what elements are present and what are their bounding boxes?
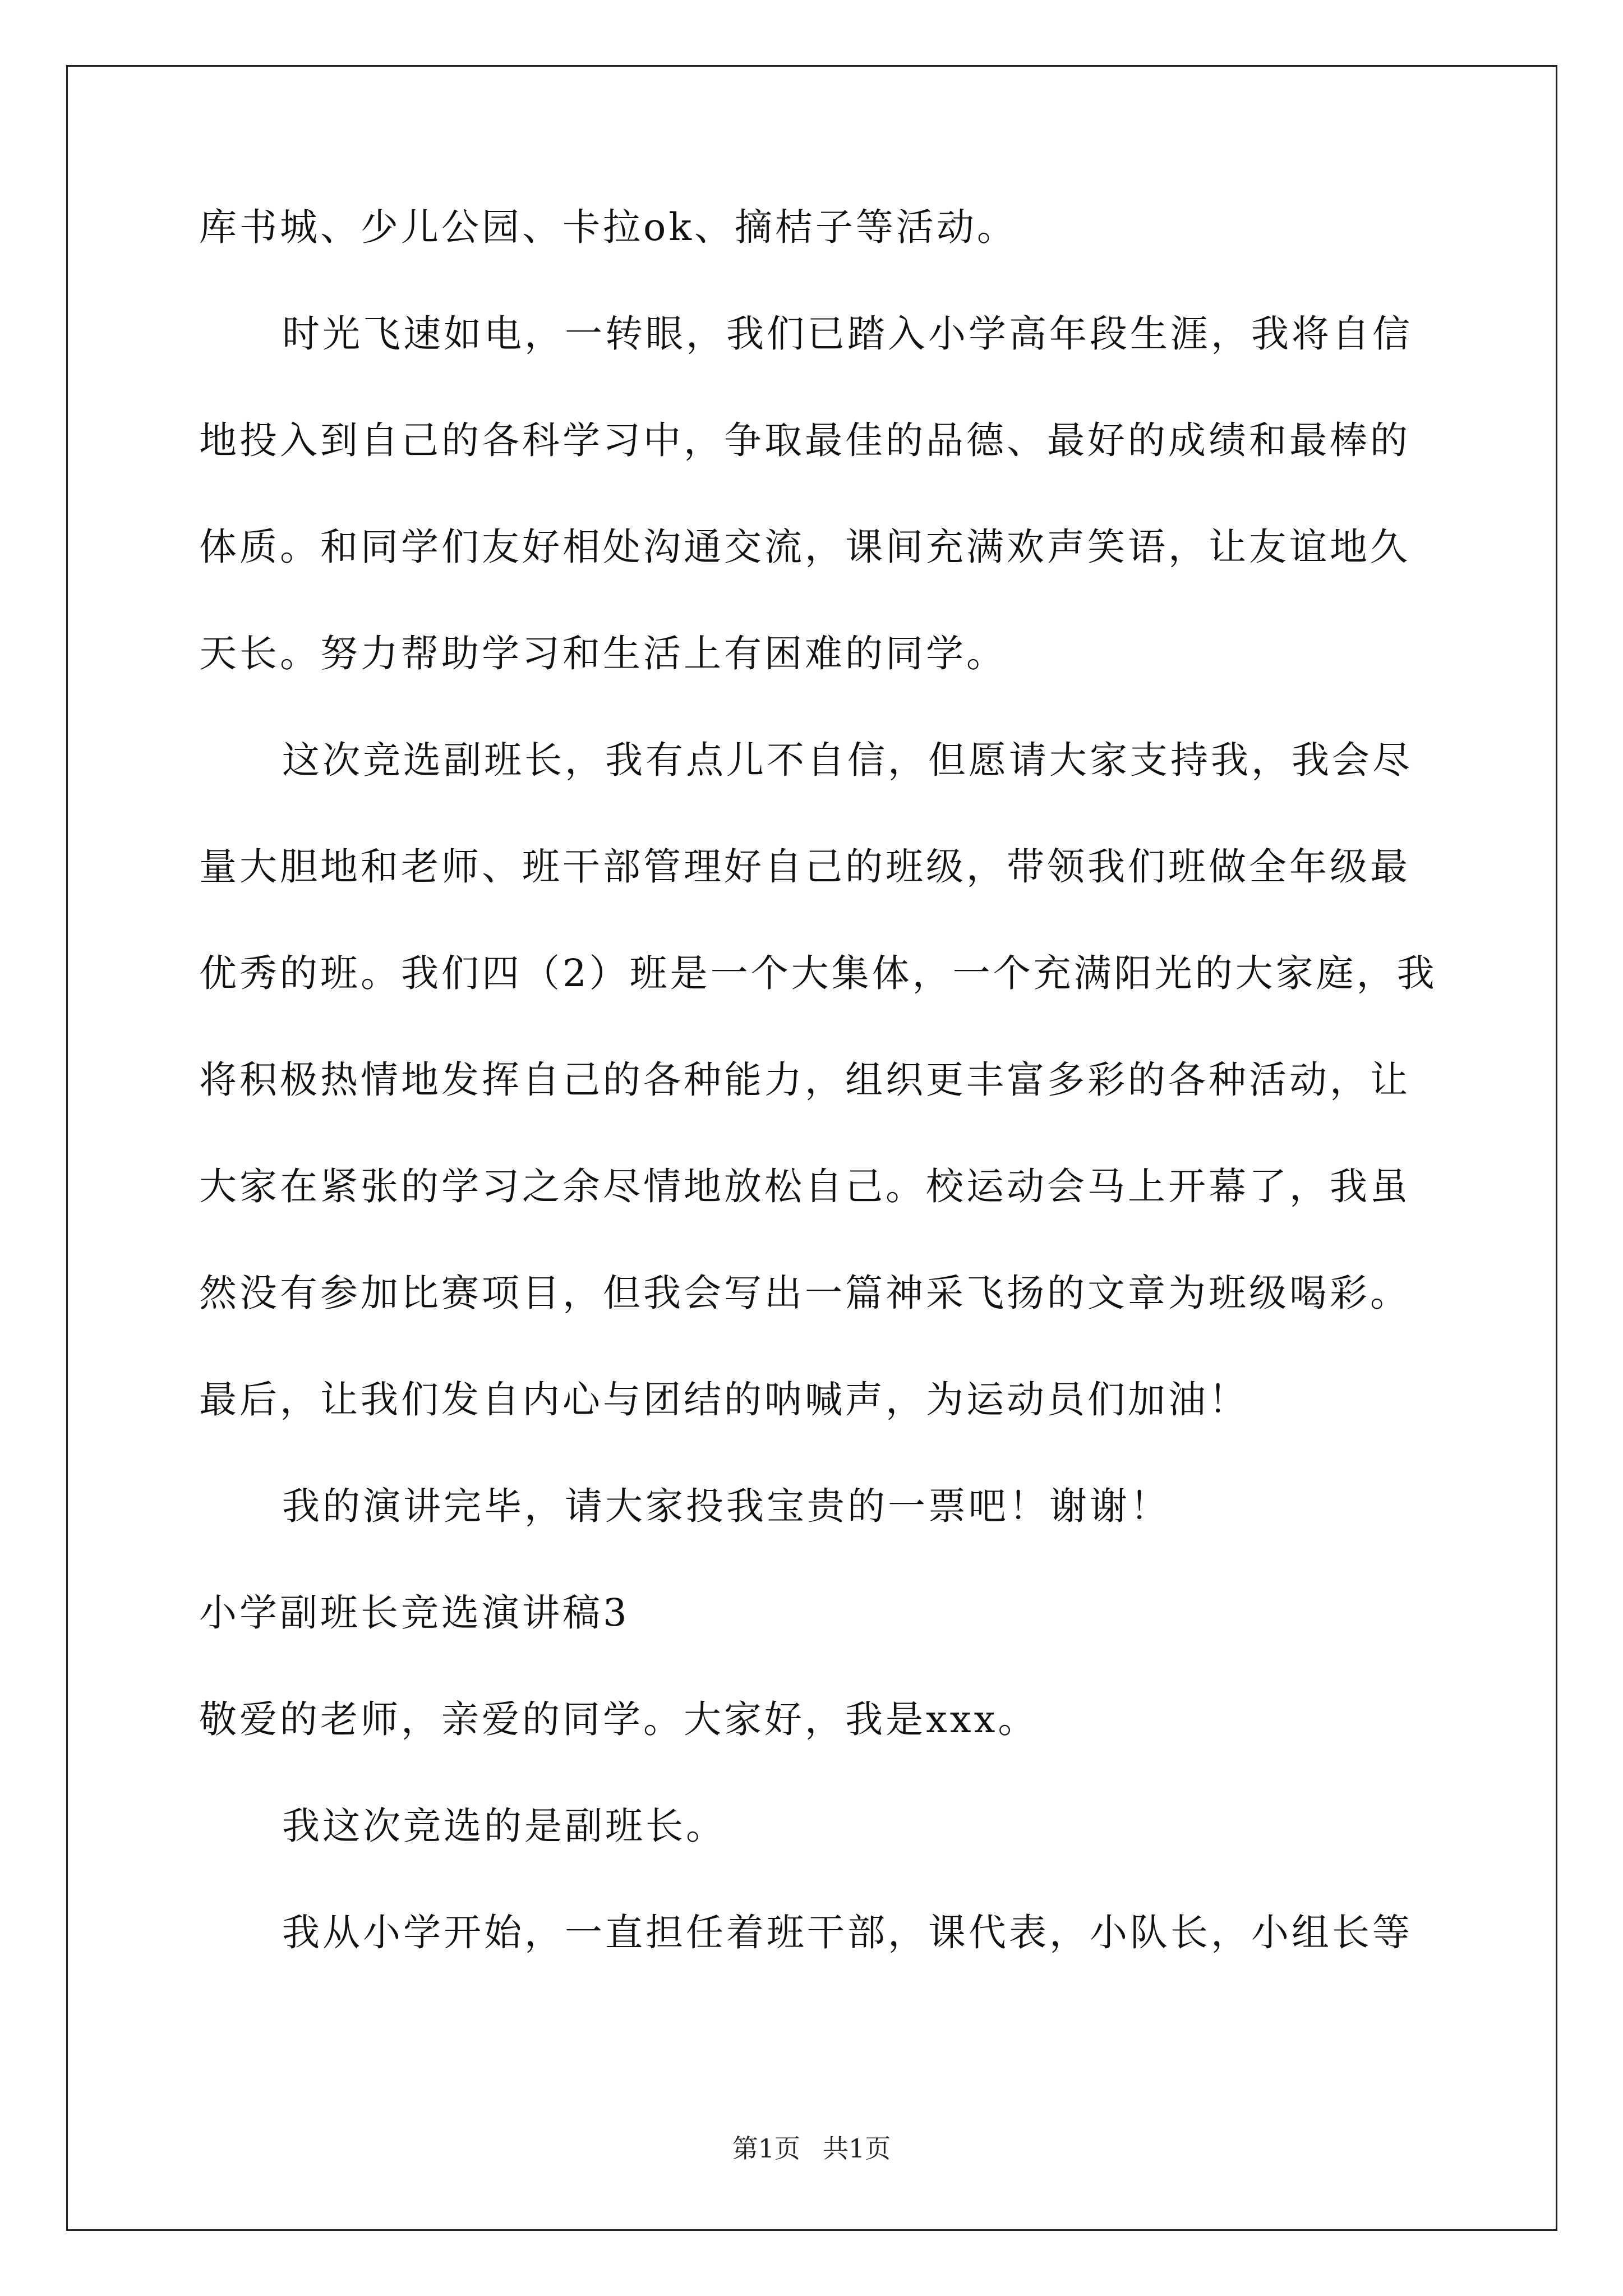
- text-line: 然没有参加比赛项目，但我会写出一篇神采飞扬的文章为班级喝彩。: [199, 1271, 1410, 1315]
- paragraph-start-line: 这次竞选副班长，我有点儿不自信，但愿请大家支持我，我会尽: [282, 738, 1413, 782]
- paragraph-start-line: 时光飞速如电，一转眼，我们已踏入小学高年段生涯，我将自信: [282, 312, 1413, 356]
- paragraph-start-line: 我的演讲完毕，请大家投我宝贵的一票吧！谢谢！: [282, 1484, 1170, 1528]
- text-line: 最后，让我们发自内心与团结的呐喊声，为运动员们加油！: [199, 1378, 1249, 1421]
- text-line: 量大胆地和老师、班干部管理好自己的班级，带领我们班做全年级最: [199, 845, 1410, 889]
- text-line: 天长。努力帮助学习和生活上有困难的同学。: [199, 632, 1007, 675]
- text-line: 体质。和同学们友好相处沟通交流，课间充满欢声笑语，让友谊地久: [199, 525, 1410, 569]
- text-line: 地投入到自己的各科学习中，争取最佳的品德、最好的成绩和最棒的: [199, 418, 1410, 462]
- salutation-line: 敬爱的老师，亲爱的同学。大家好，我是xxx。: [199, 1697, 1039, 1741]
- text-line: 大家在紧张的学习之余尽情地放松自己。校运动会马上开幕了，我虽: [199, 1165, 1410, 1208]
- page-footer: [0, 2132, 1623, 2165]
- page-total: 共1页: [823, 2133, 891, 2164]
- text-line: 将积极热情地发挥自己的各种能力，组织更丰富多彩的各种活动，让: [199, 1058, 1410, 1102]
- text-line: 优秀的班。我们四（2）班是一个大集体，一个充满阳光的大家庭，我: [199, 951, 1437, 995]
- page-number: 第1页: [732, 2133, 800, 2164]
- section-heading: 小学副班长竞选演讲稿3: [199, 1591, 630, 1635]
- paragraph-start-line: 我这次竞选的是副班长。: [282, 1804, 726, 1848]
- text-line: 库书城、少儿公园、卡拉ok、摘桔子等活动。: [199, 205, 1017, 249]
- paragraph-start-line: 我从小学开始，一直担任着班干部，课代表，小队长，小组长等: [282, 1911, 1413, 1954]
